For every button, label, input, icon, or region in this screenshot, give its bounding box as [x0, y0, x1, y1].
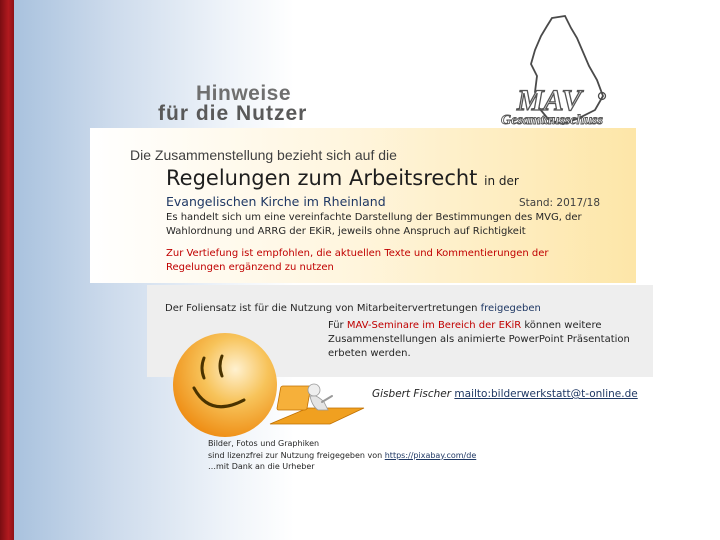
logo-main-text: MAV — [517, 84, 582, 117]
author-name: Gisbert Fischer — [372, 388, 452, 400]
title-line-2: für die Nutzer — [158, 102, 308, 125]
credits-line-2-prefix: sind lizenzfrei zur Nutzung freigegeben von — [208, 450, 383, 460]
main-heading — [166, 166, 519, 190]
smiley-icon — [170, 330, 280, 440]
figure-with-laptop-icon — [268, 380, 366, 430]
pixabay-link[interactable]: https://pixabay.com/de — [384, 450, 477, 460]
credits-line-2 — [208, 450, 476, 462]
subheading: Evangelischen Kirche im Rheinland — [166, 194, 386, 209]
seminar-highlight: MAV-Seminare im Bereich der EKiR — [346, 320, 522, 331]
stand-date: Stand: 2017/18 — [519, 197, 601, 209]
author-line — [372, 388, 638, 400]
heading-text: Regelungen zum Arbeitsrecht — [166, 166, 478, 190]
credits-line-1: Bilder, Fotos und Graphiken — [208, 439, 320, 448]
description-text: Es handelt sich um eine vereinfachte Darstellung der Bestimmungen des MVG, der Wahlordnung und ARRG der EKiR, jeweils ohne Anspruch auf Richtigkeit — [166, 212, 582, 237]
title-line-1: Hinweise — [196, 82, 292, 105]
image-credits — [208, 438, 476, 473]
left-accent-bar — [0, 0, 14, 540]
release-highlight: freigegeben — [480, 303, 541, 314]
recommendation-text: Zur Vertiefung ist empfohlen, die aktuellen Texte und Kommentierungen der Regelungen ergänzend zu nutzen — [166, 248, 549, 273]
mav-logo — [497, 14, 637, 130]
seminar-text — [328, 319, 648, 361]
seminar-suffix: können weitere Zusammenstellungen als animierte PowerPoint Präsentation erbeten werden. — [328, 320, 630, 359]
credits-line-3: …mit Dank an die Urheber — [208, 462, 315, 471]
release-text — [165, 303, 541, 314]
seminar-prefix: Für — [328, 320, 344, 331]
intro-text: Die Zusammenstellung bezieht sich auf die — [130, 147, 397, 163]
author-email-link[interactable]: mailto:bilderwerkstatt@t-online.de — [454, 388, 638, 400]
logo-sub-text: Gesamtausschuss — [501, 113, 603, 128]
release-prefix: Der Foliensatz ist für die Nutzung von Mitarbeitervertretungen — [165, 303, 478, 314]
heading-suffix: in der — [484, 174, 519, 188]
